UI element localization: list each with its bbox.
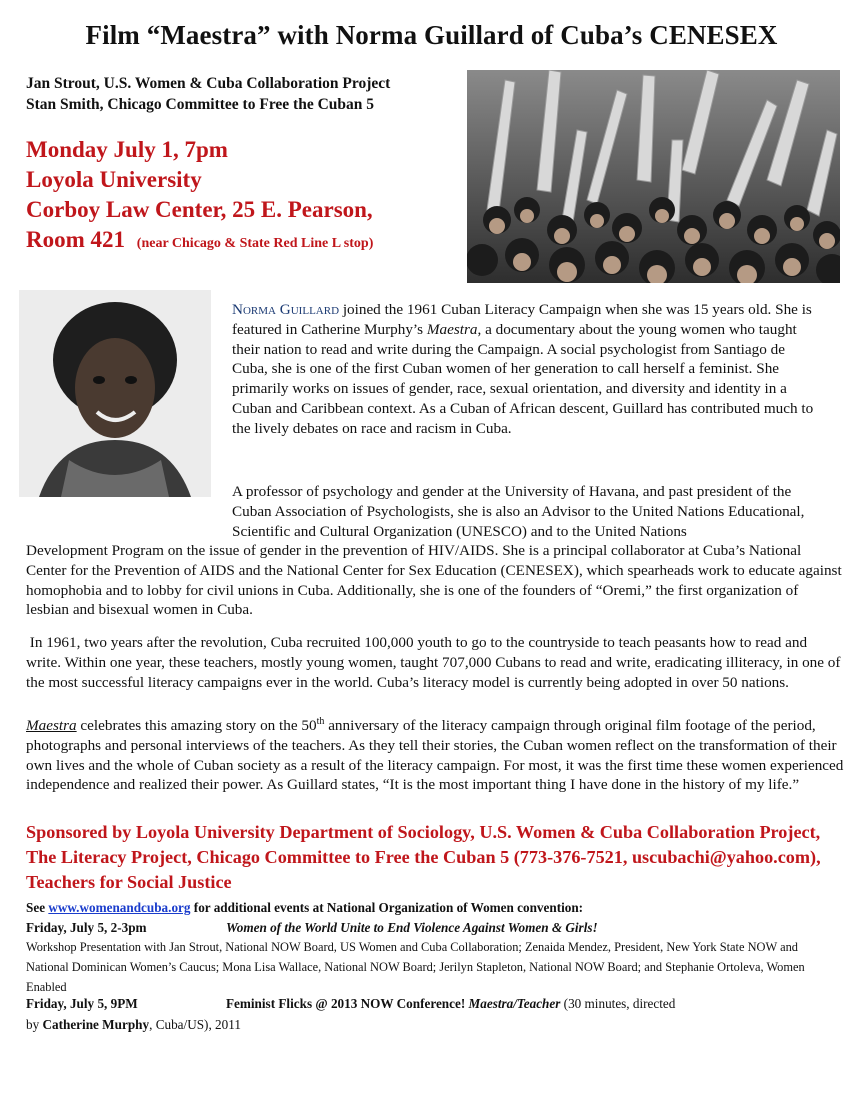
bio-text-end: , a documentary about the young women who taught their nation to read and write during the Campaign. A social psychologist from Santiago de Cuba, she is one of the first Cuban women of her generation to call herself a feminist. She primarily works on issues of gender, race, sexual orientation, and diversity and identity in a Cuban and Caribbean context. As a Cuban of African descent, Guillard has contributed much to the lively debates on race and racism in Cuba. [232,320,814,437]
superscript: th [316,716,325,727]
speaker-line-1 [26,75,390,93]
history-paragraph-1 [26,633,844,692]
event-address: Corboy Law Center, 25 E. Pearson, [26,197,373,222]
history-text: In 1961, two years after the revolution, Cuba recruited 100,000 youth to go to the countryside to teach peasants how to read and write. Within one year, these teachers, mostly young women, taught 707,000 Cubans to read and write, eradicating illiteracy, in one of the most successful literacy campaigns ever in the world. Cuba’s literacy model is currently being adopted in over 50 nations. [26,634,841,691]
bio-paragraph-2-indented [232,482,822,541]
history-text-b: anniversary of the literacy campaign through original film footage of the period, photographs and personal interviews of the teachers. As they tell their stories, the Cuban women reflect on the transformation of their own lives and the whole of Cuban society as a result of the literacy campaign. For most, it was the first time these women experienced independence and realized their power. As Guillard states, “It is the most important thing I have done in the history of my life.” [26,717,844,794]
bio-name: Norma Guillard [232,301,340,318]
event-room: Room 421 [26,227,126,252]
bio-paragraph-1 [232,300,822,439]
event-1-what: Women of the World Unite to End Violence Against Women & Girls! [226,920,598,935]
see-line [26,898,846,918]
crowd-photo-art [467,70,840,283]
speaker-org: U.S. Women & Cuba Collaboration Project [99,75,391,92]
see-suffix: for additional events at National Organization of Women convention: [190,900,584,915]
event-1-detail: Workshop Presentation with Jan Strout, National NOW Board, US Women and Cuba Collaboration; Zenaida Mendez, President, New York State NOW and National Dominican Women’s Caucus; Mona Lisa Wallace, National NOW Board; Jerilyn Stapleton, National NOW Board; and Stephanie Ortoleva, Women Enabled [26,940,805,994]
event-note: (near Chicago & State Red Line L stop) [136,236,374,251]
event-2-director: Catherine Murphy [42,1017,150,1032]
history-text-a: celebrates this amazing story on the 50 [76,717,317,735]
event-2-film: Maestra/Teacher [468,996,561,1011]
bio-paragraph-2-full: Development Program on the issue of gender in the prevention of HIV/AIDS. She is a principal collaborator at Cuba’s National Center for the Prevention of AIDS and the National Center for Sex Education (CENESEX), which spearheads work to educate against homophobia and to lobby for civil unions in Cuba. Additionally, she is one of the founders of “Oremi,” the first organization of lesbian and bisexual women in Cuba. [26,542,842,619]
event-date: Monday July 1, 7pm [26,137,228,162]
event-2-when: Friday, July 5, 9PM [26,996,138,1011]
history-paragraph-2 [26,712,844,795]
womenandcuba-link[interactable]: www.womenandcuba.org [48,900,191,915]
bio-text: joined the 1961 Cuban Literacy Campaign when she was 15 years old. She is featured in Catherine Murphy’s [232,301,812,338]
sponsors: Sponsored by Loyola University Department of Sociology, U.S. Women & Cuba Collaboration Project, The Literacy Project, Chicago Committee to Free the Cuban 5 (773-376-7521, uscubachi@yahoo.com), Teachers for Social Justice [26,822,821,892]
event-room-line [26,225,373,259]
event-2-detail-2: , Cuba/US), 2011 [149,1017,241,1032]
event-venue: Loyola University [26,167,202,192]
event-1-when: Friday, July 5, 2-3pm [26,920,147,935]
speaker-name: Stan Smith, [26,96,104,113]
event-2-heading [26,994,846,1014]
page-title: Film “Maestra” with Norma Guillard of Cuba’s CENESEX [85,20,778,50]
bio-film-title: Maestra [426,320,478,338]
see-prefix: See [26,900,49,915]
event-2-what: Feminist Flicks @ 2013 NOW Conference! [226,996,466,1011]
event-2-detail-1: (30 minutes, directed [560,996,676,1011]
speaker-org: Chicago Committee to Free the Cuban 5 [103,96,375,113]
portrait-photo-art [19,290,211,497]
portrait-photo [19,290,211,497]
crowd-photo [467,70,840,283]
event-2-by: by [26,1017,43,1032]
event-2-detail-line [26,1015,846,1035]
speaker-line-2 [26,96,374,114]
event-1-heading [26,918,846,938]
speaker-name: Jan Strout, [26,75,100,92]
bio-para-2-start: A professor of psychology and gender at the University of Havana, and past president of the Cuban Association of Psychologists, she is also an Advisor to the United Nations Educational, Scientific and Cultural Organization (UNESCO) and to the United Nations [232,483,805,540]
history-film-title: Maestra [26,717,77,735]
